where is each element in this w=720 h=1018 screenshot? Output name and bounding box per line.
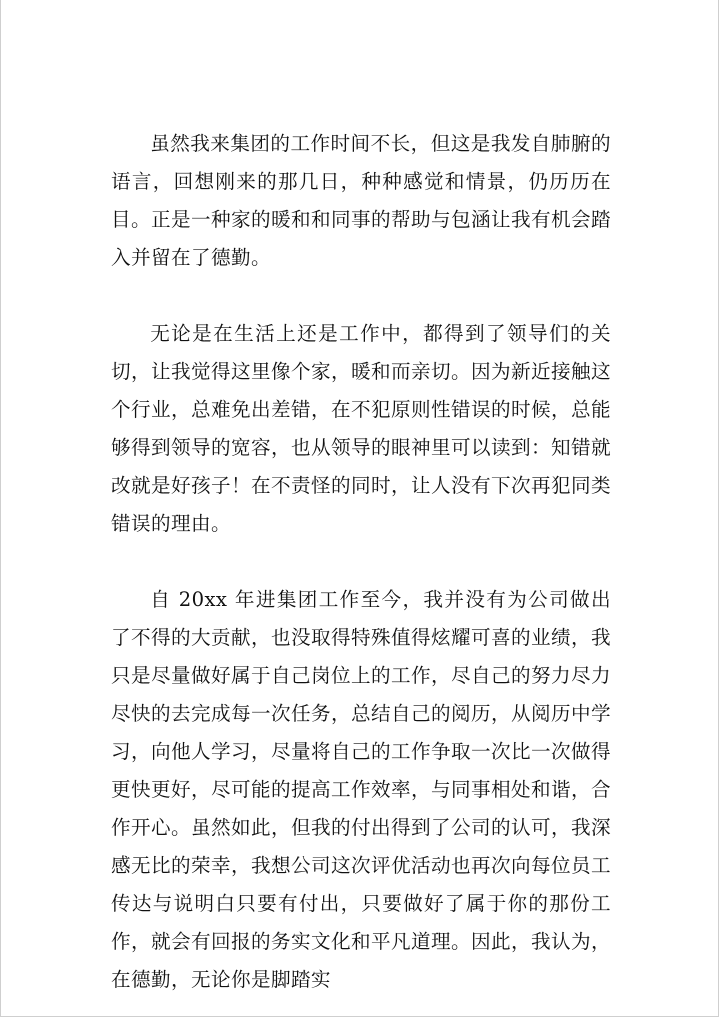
document-body: [111, 125, 611, 999]
paragraph-2: 无论是在生活上还是工作中，都得到了领导们的关切，让我觉得这里像个家，暖和而亲切。因为新近接触这个行业，总难免出差错，在不犯原则性错误的时候，总能够得到领导的宽容，也从领导的眼神里可以读到：知错就改就是好孩子！在不责怪的同时，让人没有下次再犯同类错误的理由。: [111, 322, 611, 535]
paragraph-1: 虽然我来集团的工作时间不长，但这是我发自肺腑的语言，回想刚来的那几日，种种感觉和情景，仍历历在目。正是一种家的暖和和同事的帮助与包涵让我有机会踏入并留在了德勤。: [111, 132, 611, 269]
paragraph-3: 自 20xx 年进集团工作至今，我并没有为公司做出了不得的大贡献，也没取得特殊值得炫耀可喜的业绩，我只是尽量做好属于自己岗位上的工作，尽自己的努力尽力尽快的去完成每一次任务，总结自己的阅历，从阅历中学习，向他人学习，尽量将自己的工作争取一次比一次做得更快更好，尽可能的提高工作效率，与同事相处和谐，合作开心。虽然如此，但我的付出得到了公司的认可，我深感无比的荣幸，我想公司这次评优活动也再次向每位员工传达与说明白只要有付出，只要做好了属于你的那份工作，就会有回报的务实文化和平凡道理。因此，我认为，在德勤，无论你是脚踏实: [111, 588, 611, 991]
